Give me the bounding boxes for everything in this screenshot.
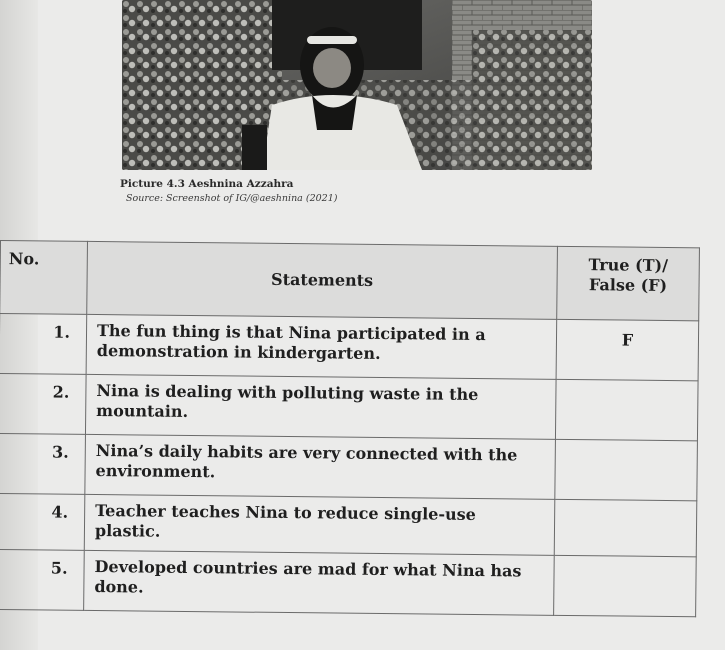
row-statement: Nina is dealing with polluting waste in the mountain. — [85, 374, 556, 439]
header-true-false: True (T)/ False (F) — [557, 246, 700, 320]
statements-table-wrapper — [0, 240, 705, 607]
table-row — [0, 373, 698, 440]
figure-caption-source: Source: Screenshot of IG/@aeshnina (2021) — [126, 193, 338, 204]
row-answer[interactable] — [554, 555, 697, 616]
row-statement: The fun thing is that Nina participated in a demonstration in kindergarten. — [86, 314, 557, 379]
row-statement: Nina’s daily habits are very connected with the environment. — [85, 434, 556, 499]
row-number: 3. — [0, 433, 85, 494]
header-no: No. — [0, 241, 87, 315]
row-answer[interactable] — [554, 499, 697, 556]
table-row — [0, 549, 696, 616]
table-header-row — [0, 241, 699, 321]
row-number: 2. — [0, 373, 86, 434]
row-answer[interactable] — [555, 379, 698, 440]
table-row — [0, 433, 697, 500]
row-number: 5. — [0, 549, 84, 610]
table-row — [0, 493, 697, 556]
row-answer[interactable]: F — [556, 319, 699, 380]
row-statement: Teacher teaches Nina to reduce single-use plastic. — [84, 494, 555, 555]
figure-caption-title: Picture 4.3 Aeshnina Azzahra — [120, 178, 294, 190]
row-number: 4. — [0, 493, 85, 550]
row-statement: Developed countries are mad for what Nina has done. — [84, 550, 555, 615]
header-statements: Statements — [87, 241, 558, 319]
row-number: 1. — [0, 314, 87, 375]
photo-aeshnina — [122, 0, 592, 170]
statements-table — [0, 240, 700, 617]
table-row — [0, 314, 699, 381]
row-answer[interactable] — [555, 439, 698, 500]
